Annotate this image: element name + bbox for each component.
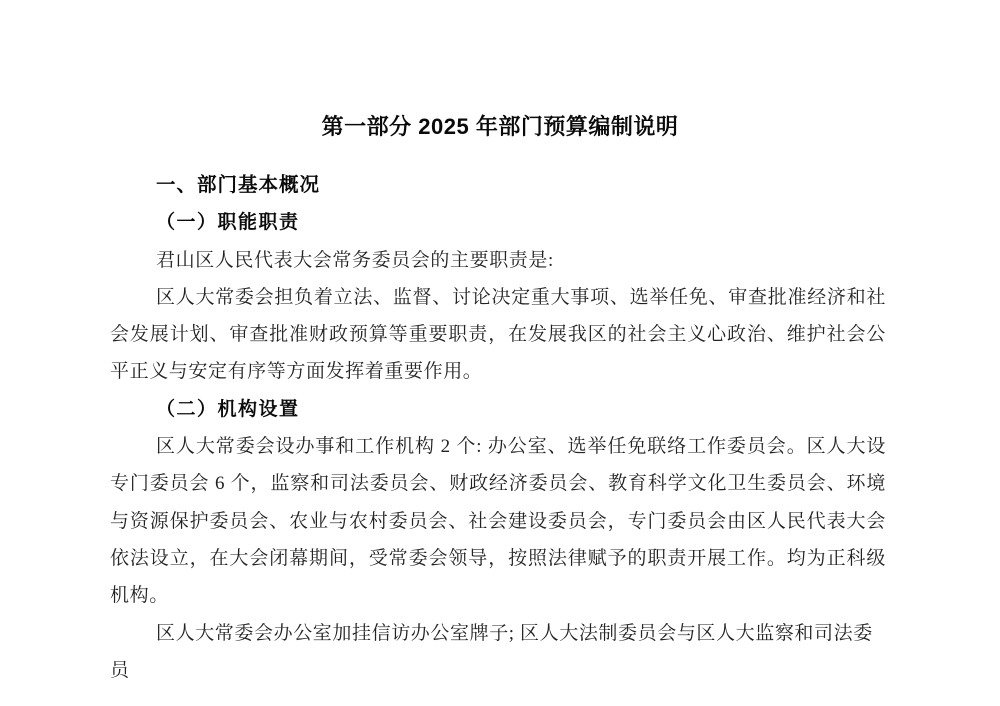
paragraph-organization-continued: 区人大常委会办公室加挂信访办公室牌子; 区人大法制委员会与区人大监察和司法委员 xyxy=(110,622,873,681)
paragraph-organization-detail: 区人大常委会设办事和工作机构 2 个: 办公室、选举任免联络工作委员会。区人大设专门委员会 6 个，监察和司法委员会、财政经济委员会、教育科学文化卫生委员会、环境与资源保护委员会、农业与农村委员会、社会建设委员会，专门委员会由区人民代表大会依法设立，在大会闭幕期间，受常委会领导，按照法律赋予的职责开展工作。均为正科级机构。 xyxy=(110,436,886,607)
subsection-heading-organization: （二）机构设置 xyxy=(156,398,300,420)
paragraph-duties-intro: 君山区人民代表大会常务委员会的主要职责是: xyxy=(156,249,554,271)
document-title: 第一部分 2025 年部门预算编制说明 xyxy=(321,113,679,139)
paragraph-duties-detail: 区人大常委会担负着立法、监督、讨论决定重大事项、选举任免、审查批准经济和社会发展计划、审查批准财政预算等重要职责，在发展我区的社会主义心政治、维护社会公平正义与安定有序等方面发挥着重要作用。 xyxy=(110,286,886,383)
subsection-heading-duties: （一）职能职责 xyxy=(156,212,300,234)
document-body xyxy=(110,167,886,689)
section-heading-basic-overview: 一、部门基本概况 xyxy=(156,174,321,196)
